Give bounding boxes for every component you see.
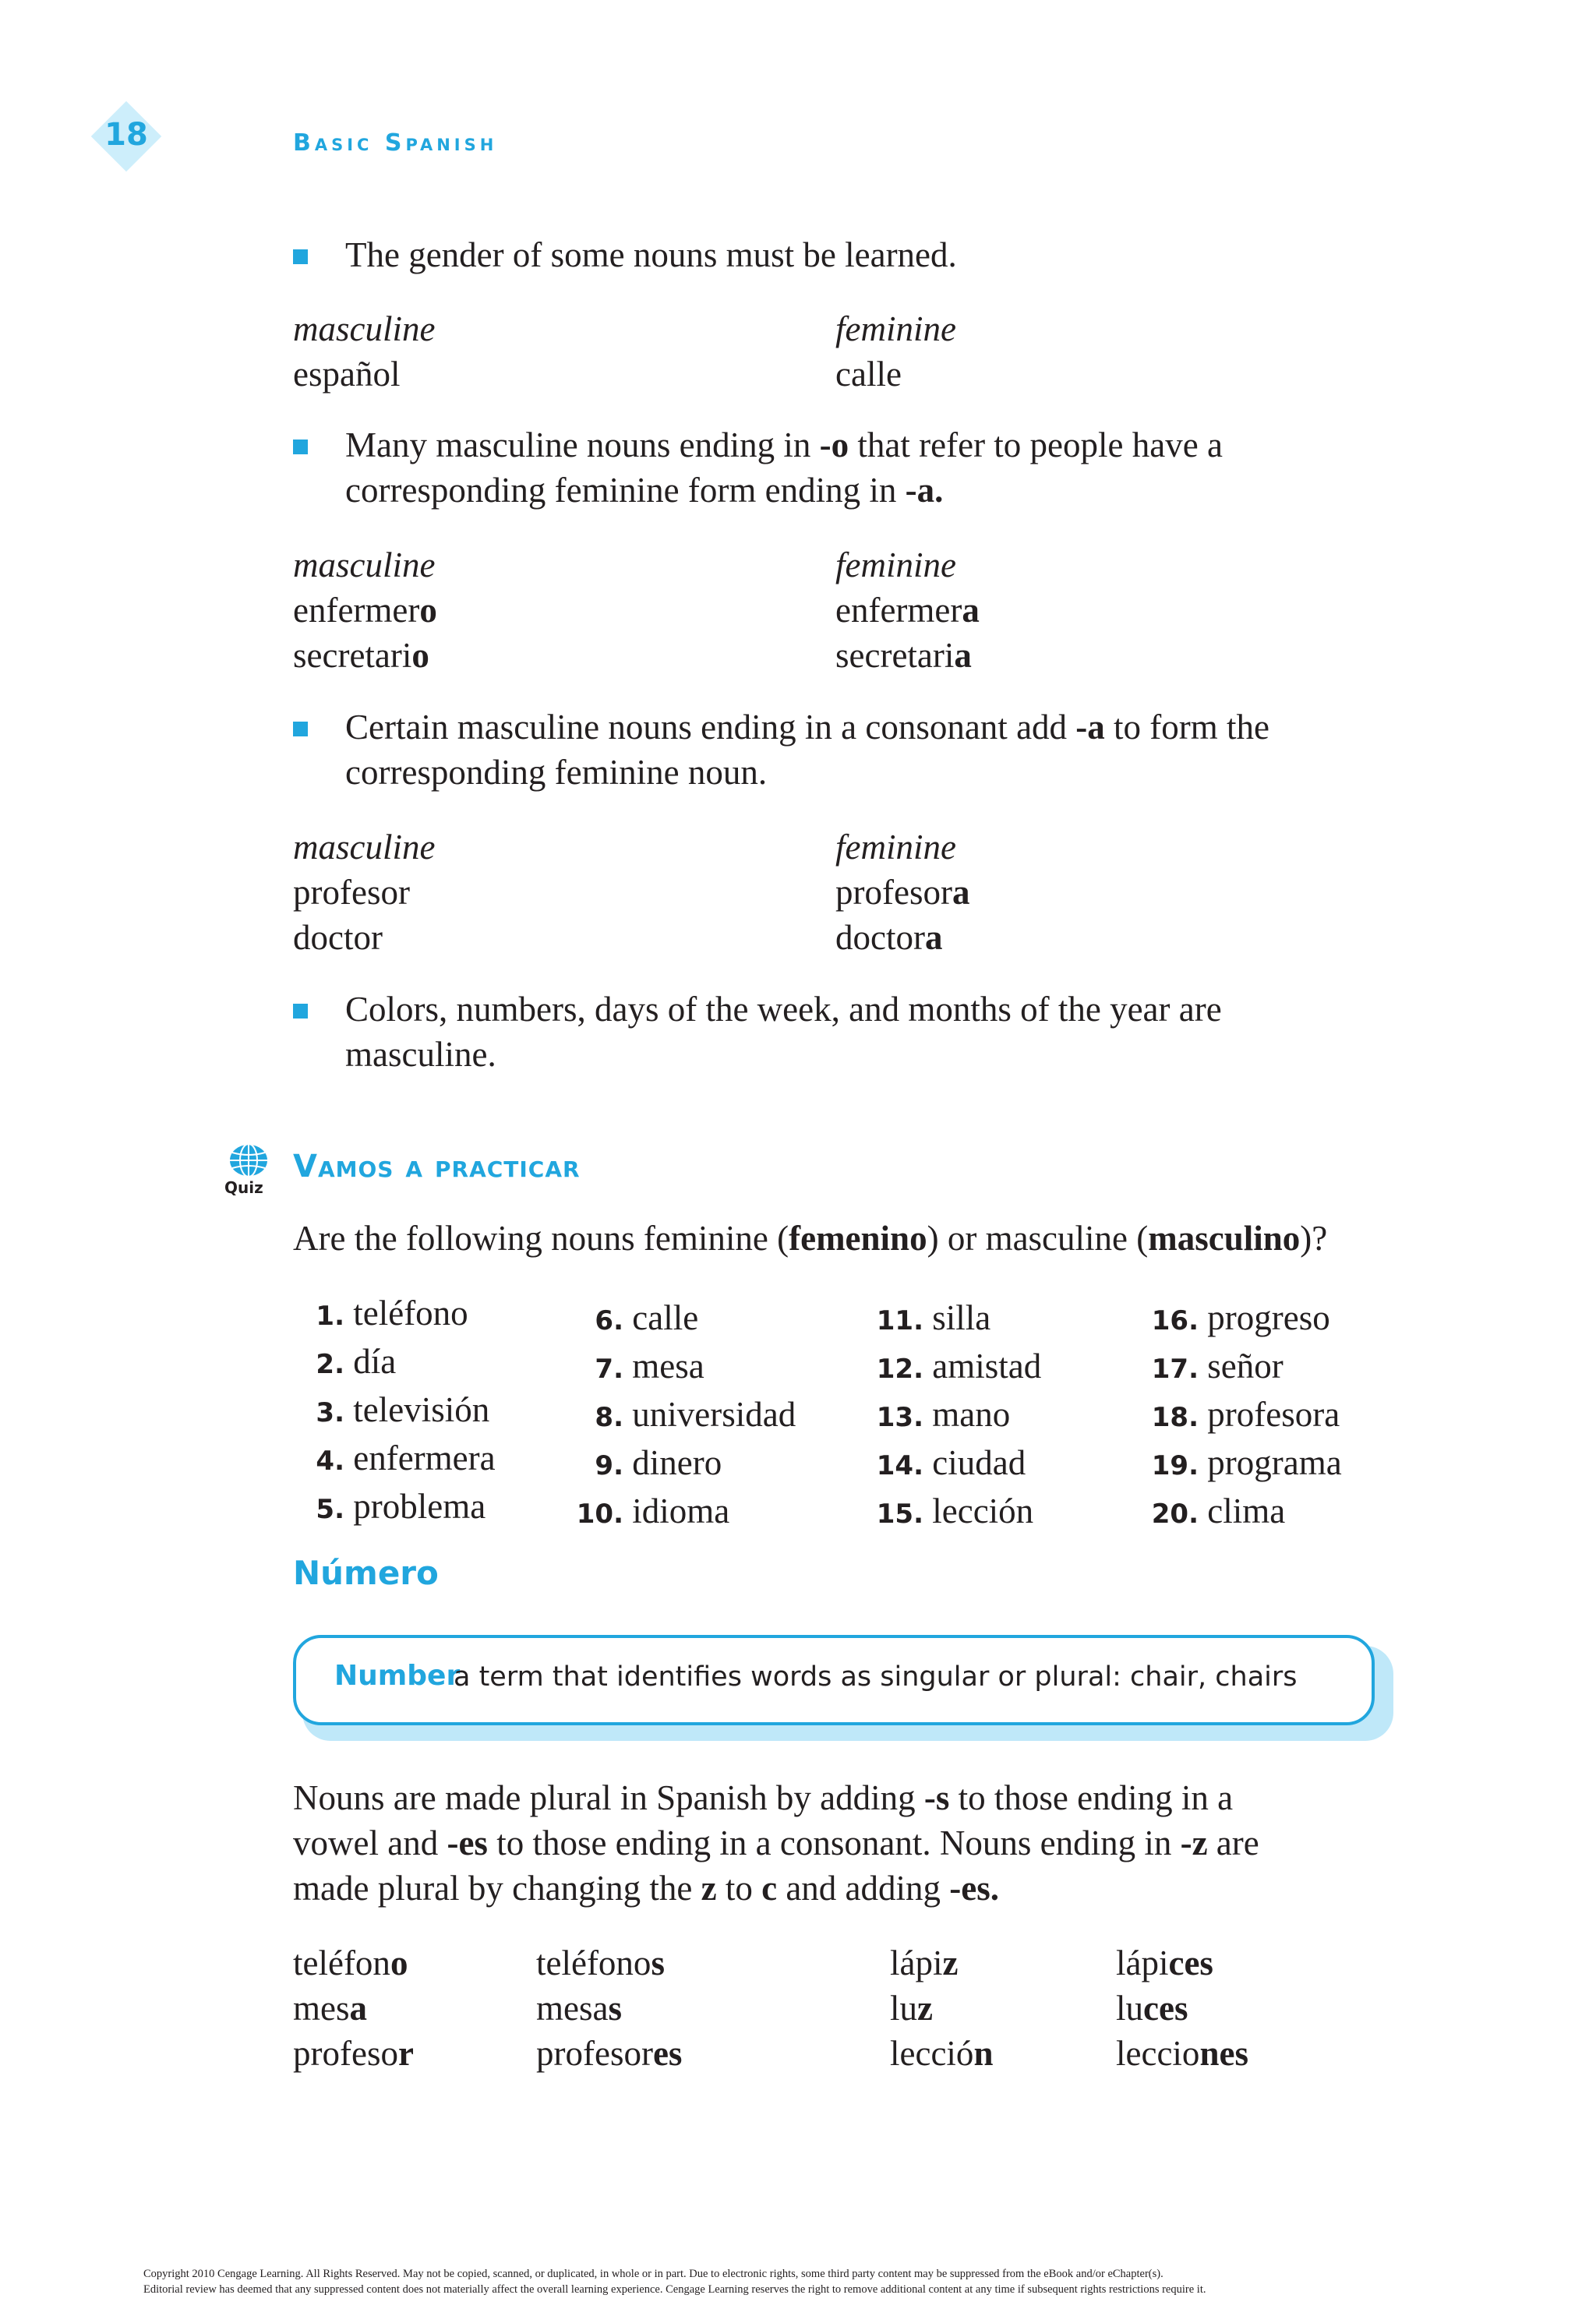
section-title: Vamos a practicar — [293, 1149, 581, 1184]
list-item: 3. televisión — [316, 1390, 490, 1429]
list-item: 6. calle — [595, 1298, 699, 1337]
paragraph-line: vowel and -es to those ending in a consonant. Nouns ending in -z are — [293, 1823, 1259, 1862]
masculine-word: doctor — [293, 918, 383, 957]
list-item: 4. enfermera — [316, 1439, 496, 1478]
masculine-word: enfermero — [293, 591, 437, 630]
list-item: 2. día — [316, 1342, 397, 1381]
list-item: 8. universidad — [595, 1395, 796, 1434]
paragraph-line: made plural by changing the z to c and adding -es. — [293, 1869, 1000, 1908]
feminine-word: enfermera — [835, 591, 980, 630]
list-item: 12. amistad — [876, 1347, 1042, 1386]
list-item: 13. mano — [876, 1395, 1011, 1434]
feminine-word: doctora — [835, 918, 943, 957]
bullet-icon — [293, 440, 308, 454]
masculine-word: profesor — [293, 873, 410, 912]
singular-word: luz — [890, 1989, 933, 2028]
definition-term: Number — [334, 1660, 461, 1692]
list-item: 16. progreso — [1151, 1298, 1330, 1337]
feminine-word: secretaria — [835, 636, 972, 675]
practice-instruction: Are the following nouns feminine (femenino) or masculine (masculino)? — [293, 1219, 1328, 1258]
col-header-masculine: masculine — [293, 309, 436, 348]
list-item: 20. clima — [1151, 1492, 1286, 1530]
list-item: 18. profesora — [1151, 1395, 1340, 1434]
section-heading-numero: Número — [293, 1554, 439, 1592]
singular-word: lápiz — [890, 1944, 959, 1982]
globe-icon[interactable] — [228, 1142, 270, 1178]
singular-word: teléfono — [293, 1944, 408, 1982]
bullet-2-line-2: corresponding feminine form ending in -a. — [345, 471, 944, 510]
bullet-4-line-2: masculine. — [345, 1035, 496, 1074]
list-item: 11. silla — [876, 1298, 991, 1337]
copyright-line-2: Editorial review has deemed that any suppressed content does not materially affect the overall learning experience. Cengage Learning reserves the right to remove additional content at any time if subsequent rights restrictions require it. — [143, 2283, 1206, 2296]
exercise-column-3 — [869, 1295, 1041, 1537]
list-item: 5. problema — [316, 1487, 486, 1526]
singular-word: lección — [890, 2034, 994, 2073]
page-number: 18 — [104, 117, 148, 153]
plural-word: lápices — [1116, 1944, 1213, 1982]
copyright-line-1: Copyright 2010 Cengage Learning. All Rights Reserved. May not be copied, scanned, or duplicated, in whole or in part. Due to electronic rights, some third party content may be suppressed from the eBook and/or eChapter(s). — [143, 2268, 1163, 2280]
list-item: 14. ciudad — [876, 1443, 1026, 1482]
col-header-feminine: feminine — [835, 828, 956, 867]
bullet-icon — [293, 249, 308, 264]
bullet-2-line-1: Many masculine nouns ending in -o that refer to people have a — [345, 425, 1223, 464]
list-item: 9. dinero — [595, 1443, 722, 1482]
bullet-icon — [293, 1004, 308, 1019]
col-header-feminine: feminine — [835, 545, 956, 584]
list-item: 15. lección — [876, 1492, 1034, 1530]
col-header-feminine: feminine — [835, 309, 956, 348]
copyright-footer — [143, 2266, 1206, 2297]
bullet-3-line-2: corresponding feminine noun. — [345, 753, 768, 792]
plural-word: luces — [1116, 1989, 1188, 2028]
exercise-column-1 — [296, 1290, 496, 1532]
singular-word: profesor — [293, 2034, 414, 2073]
quiz-label[interactable]: Quiz — [224, 1178, 263, 1197]
list-item: 7. mesa — [595, 1347, 704, 1386]
definition-text: a term that identifies words as singular or plural: chair, chairs — [454, 1661, 1298, 1693]
feminine-word: calle — [835, 355, 902, 394]
list-item: 10. idioma — [576, 1492, 730, 1530]
exercise-column-2 — [569, 1295, 796, 1537]
paragraph-line: Nouns are made plural in Spanish by adding -s to those ending in a — [293, 1778, 1234, 1817]
list-item: 17. señor — [1151, 1347, 1284, 1386]
plural-word: profesores — [536, 2034, 683, 2073]
plural-word: mesas — [536, 1989, 622, 2028]
plural-word: teléfonos — [536, 1944, 665, 1982]
plural-word: lecciones — [1116, 2034, 1248, 2073]
feminine-word: profesora — [835, 873, 970, 912]
bullet-1-text: The gender of some nouns must be learned. — [345, 235, 957, 274]
list-item: 1. teléfono — [316, 1294, 468, 1333]
masculine-word: secretario — [293, 636, 429, 675]
running-head: Basic Spanish — [293, 129, 498, 157]
col-header-masculine: masculine — [293, 545, 436, 584]
bullet-icon — [293, 722, 308, 736]
list-item: 19. programa — [1151, 1443, 1342, 1482]
col-header-masculine: masculine — [293, 828, 436, 867]
bullet-4-line-1: Colors, numbers, days of the week, and months of the year are — [345, 990, 1222, 1029]
masculine-word: español — [293, 355, 401, 394]
bullet-3-line-1: Certain masculine nouns ending in a consonant add -a to form the — [345, 708, 1269, 747]
exercise-column-4 — [1144, 1295, 1342, 1537]
singular-word: mesa — [293, 1989, 367, 2028]
